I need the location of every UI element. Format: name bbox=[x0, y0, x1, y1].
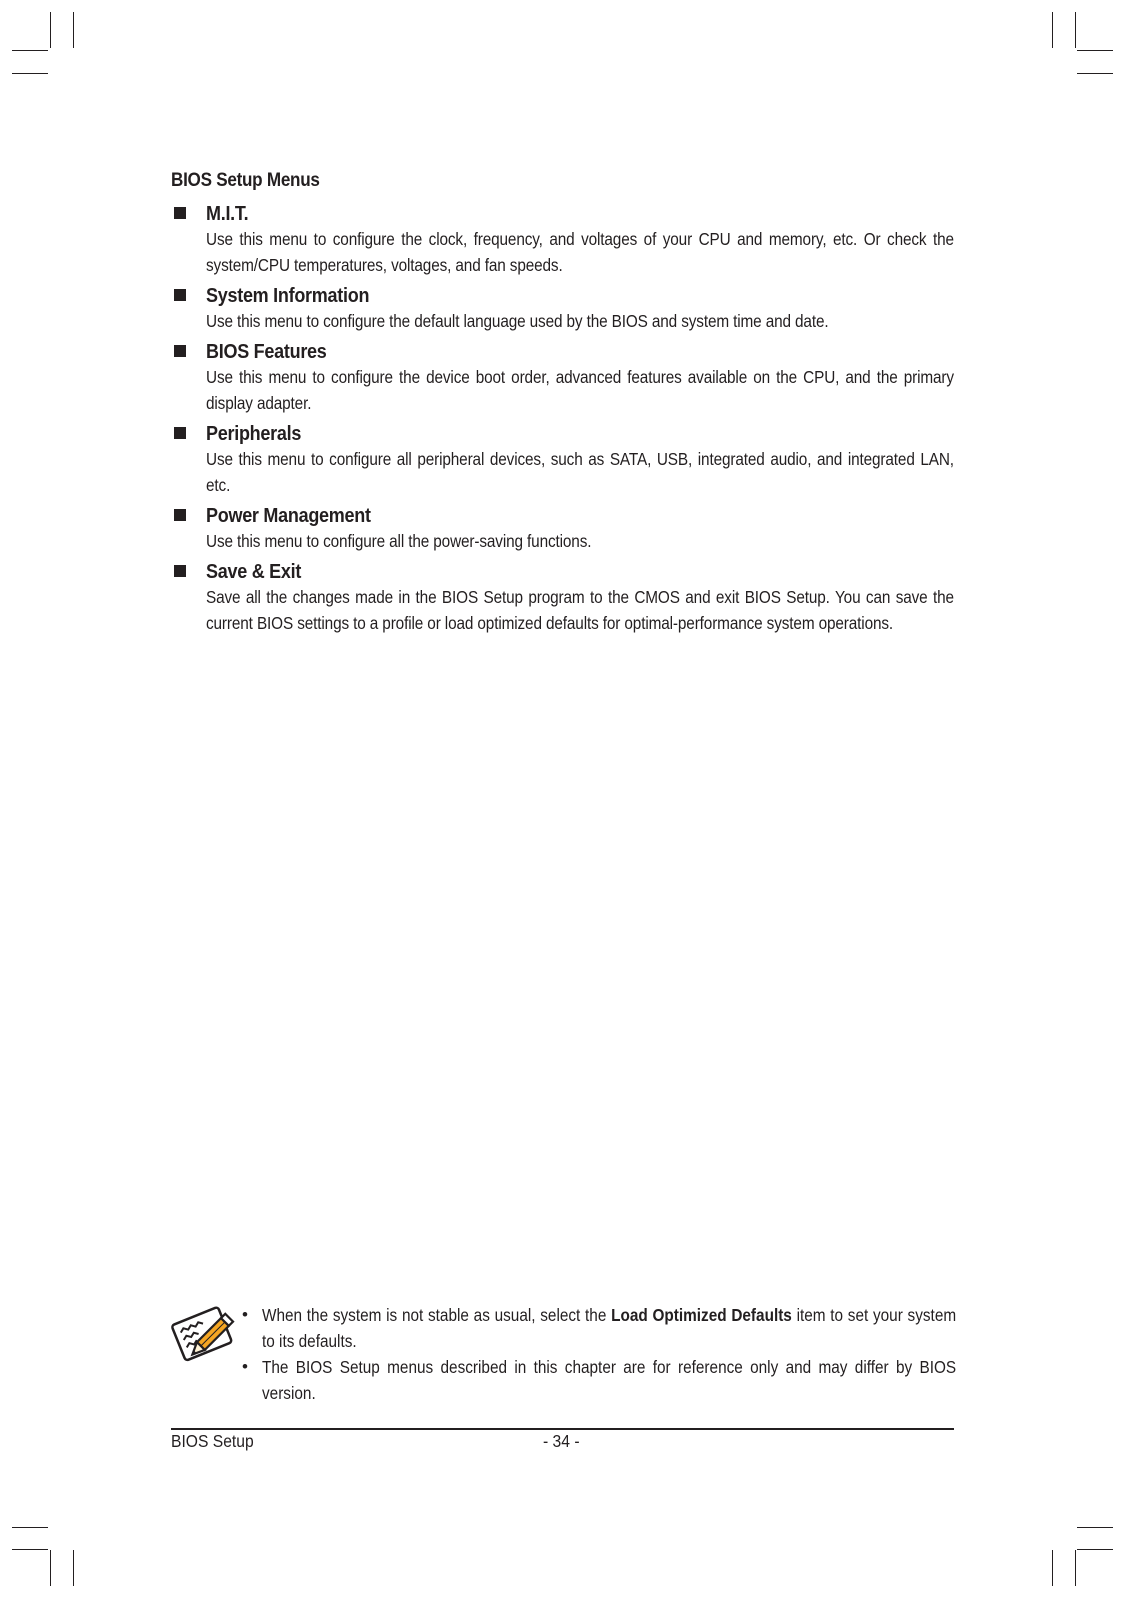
menu-item-description: Use this menu to configure the default language used by the BIOS and system time and date. bbox=[206, 311, 829, 331]
crop-mark bbox=[1075, 12, 1076, 48]
menu-item-description: Use this menu to configure the device boot order, advanced features available on the CPU, and the primary display adapter. bbox=[206, 367, 954, 413]
note-text: The BIOS Setup menus described in this chapter are for reference only and may differ by BIOS version. bbox=[262, 1357, 957, 1403]
crop-mark bbox=[1052, 1550, 1053, 1586]
crop-mark bbox=[50, 12, 51, 48]
menu-item-title: Save & Exit bbox=[206, 561, 302, 583]
note-item bbox=[240, 1354, 957, 1406]
menu-item-description: Use this menu to configure the clock, frequency, and voltages of your CPU and memory, etc. Or check the system/CPU temperatures, voltages, and fan speeds. bbox=[206, 229, 954, 275]
square-bullet-icon bbox=[174, 509, 186, 521]
crop-mark bbox=[1077, 1527, 1113, 1528]
note-item bbox=[240, 1302, 957, 1354]
menu-item-title: Power Management bbox=[206, 505, 371, 527]
menu-list bbox=[171, 201, 954, 637]
menu-item-description: Save all the changes made in the BIOS Setup program to the CMOS and exit BIOS Setup. You can save the current BIOS settings to a profile or load optimized defaults for optimal-performance system operations. bbox=[206, 587, 954, 633]
crop-mark bbox=[1077, 1549, 1113, 1550]
square-bullet-icon bbox=[174, 207, 186, 219]
note-emphasis: Load Optimized Defaults bbox=[611, 1305, 792, 1325]
menu-item-title: Peripherals bbox=[206, 423, 302, 445]
crop-mark bbox=[1052, 12, 1053, 48]
menu-item-description: Use this menu to configure all the power-saving functions. bbox=[206, 531, 592, 551]
menu-item-power-management bbox=[171, 503, 954, 555]
menu-item-system-information bbox=[171, 283, 954, 335]
square-bullet-icon bbox=[174, 345, 186, 357]
crop-mark bbox=[50, 1550, 51, 1586]
crop-mark bbox=[73, 12, 74, 48]
crop-mark bbox=[73, 1550, 74, 1586]
footer-section-label: BIOS Setup bbox=[171, 1431, 254, 1451]
menu-item-title: M.I.T. bbox=[206, 203, 249, 225]
menu-item-title: BIOS Features bbox=[206, 341, 327, 363]
section-heading: BIOS Setup Menus bbox=[171, 170, 320, 191]
note-list bbox=[240, 1302, 957, 1406]
menu-item-peripherals bbox=[171, 421, 954, 499]
menu-item-title: System Information bbox=[206, 285, 370, 307]
crop-mark bbox=[12, 50, 48, 51]
menu-item-save-exit bbox=[171, 559, 954, 637]
note-text: When the system is not stable as usual, select the Load Optimized Defaults item to set your system to its defaults. bbox=[262, 1305, 957, 1351]
menu-item-description: Use this menu to configure all peripheral devices, such as SATA, USB, integrated audio, and integrated LAN, etc. bbox=[206, 449, 954, 495]
crop-mark bbox=[1077, 73, 1113, 74]
square-bullet-icon bbox=[174, 427, 186, 439]
crop-mark bbox=[1077, 50, 1113, 51]
bullet-dot: • bbox=[242, 1305, 248, 1324]
crop-mark bbox=[1075, 1550, 1076, 1586]
crop-mark bbox=[12, 73, 48, 74]
pencil-note-icon bbox=[169, 1300, 239, 1368]
menu-item-mit bbox=[171, 201, 954, 279]
crop-mark bbox=[12, 1527, 48, 1528]
bullet-dot: • bbox=[242, 1357, 248, 1376]
square-bullet-icon bbox=[174, 289, 186, 301]
square-bullet-icon bbox=[174, 565, 186, 577]
page-number: - 34 - bbox=[543, 1431, 580, 1451]
menu-item-bios-features bbox=[171, 339, 954, 417]
crop-mark bbox=[12, 1549, 48, 1550]
